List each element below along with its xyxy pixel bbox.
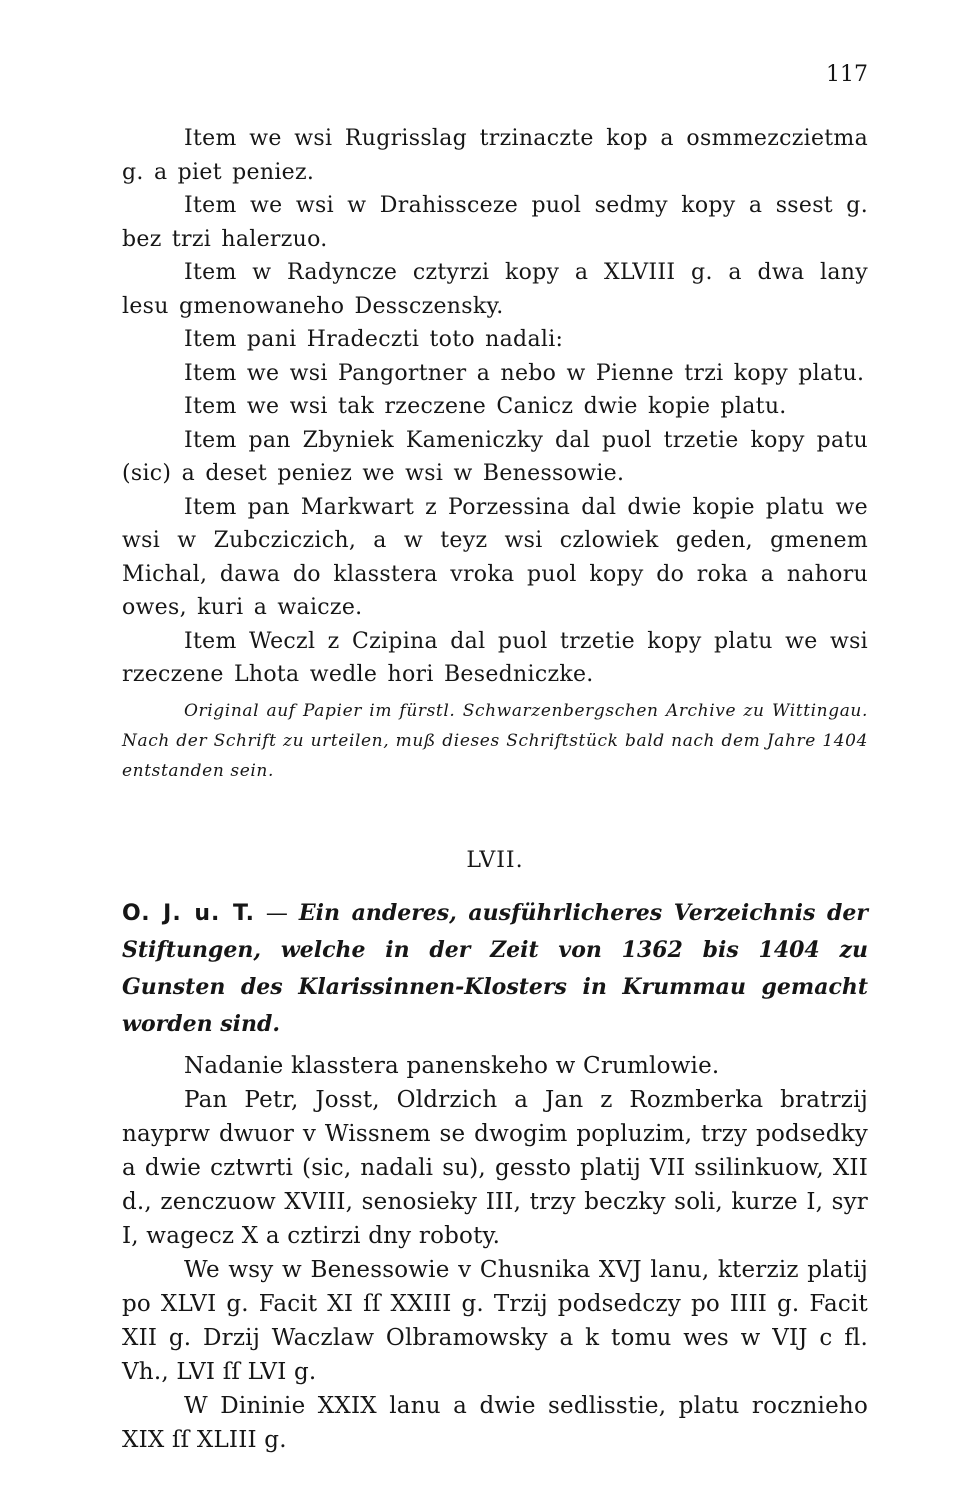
- text-block: [122, 122, 868, 1457]
- archival-note: Original auf Papier im fürstl. Schwarzenbergschen Archive zu Wittingau. Nach der Schrift zu urteilen, muß dieses Schriftstück bald nach dem Jahre 1404 entstanden sein.: [122, 700, 868, 781]
- paragraph: We wsy w Benessowie v Chusnika XVJ lanu, kterziz platij po XLVI g. Facit XI ſſ XXIII g. Trzij podsedczy po IIII g. Facit XII g. Drzij Waczlaw Olbramowsky a k tomu wes w VIJ c fl. Vh., LVI ſſ LVI g.: [122, 1257, 868, 1385]
- paragraph: Item we wsi tak rzeczene Canicz dwie kopie platu.: [184, 394, 787, 419]
- paragraph: Item we wsi Pangortner a nebo w Pienne trzi kopy platu.: [184, 360, 865, 386]
- paragraph: Item we wsi w Drahissceze puol sedmy kopy a ssest g. bez trzi halerzuo.: [122, 193, 868, 252]
- section-number: LVII.: [466, 847, 524, 873]
- section-heading: [122, 895, 868, 1043]
- paragraph: Item Weczl z Czipina dal puol trzetie kopy platu we wsi rzeczene Lhota wedle hori Besedniczke.: [122, 628, 868, 687]
- heading-dash: —: [254, 901, 299, 926]
- paragraph: Item we wsi Rugrisslag trzinaczte kop a osmmezczietma g. a piet peniez.: [122, 126, 868, 185]
- paragraph: Item pan Zbyniek Kameniczky dal puol trzetie kopy patu (sic) a deset peniez we wsi w Benessowie.: [122, 427, 868, 486]
- paragraph: Nadanie klasstera panenskeho w Crumlowie.: [184, 1053, 720, 1079]
- paragraph: Item pani Hradeczti toto nadali:: [184, 327, 564, 352]
- page-number: 117: [826, 62, 868, 87]
- heading-sigle: O. J. u. T.: [122, 901, 255, 926]
- paragraph: Pan Petr, Josst, Oldrzich a Jan z Rozmberka bratrzij nayprw dwuor v Wissnem se dwogim popluzim, trzy podsedky a dwie cztwrti (sic, nadali su), gessto platij VII ssilinkuow, XII d., zenczuow XVIII, senosieky III, trzy beczky soli, kurze I, syr I, wagecz X a cztirzi dny roboty.: [122, 1087, 868, 1249]
- paragraph: Item pan Markwart z Porzessina dal dwie kopie platu we wsi w Zubcziczich, a w teyz wsi czlowiek geden, gmenem Michal, dawa do klasstera vroka puol kopy do roka a nahoru owes, kuri a waicze.: [122, 494, 868, 620]
- heading-description: Ein anderes, ausführlicheres Verzeichnis der Stiftungen, welche in der Zeit von 1362 bis 1404 zu Gunsten des Klarissinnen-Klosters in Krummau gemacht worden sind.: [122, 900, 868, 1037]
- paragraph: W Dininie XXIX lanu a dwie sedlisstie, platu roczniehо XIX ſſ XLIII g.: [122, 1393, 868, 1453]
- paragraph: Item w Radyncze cztyrzi kopy a XLVIII g. a dwa lany lesu gmenowaneho Dessczensky.: [122, 260, 868, 319]
